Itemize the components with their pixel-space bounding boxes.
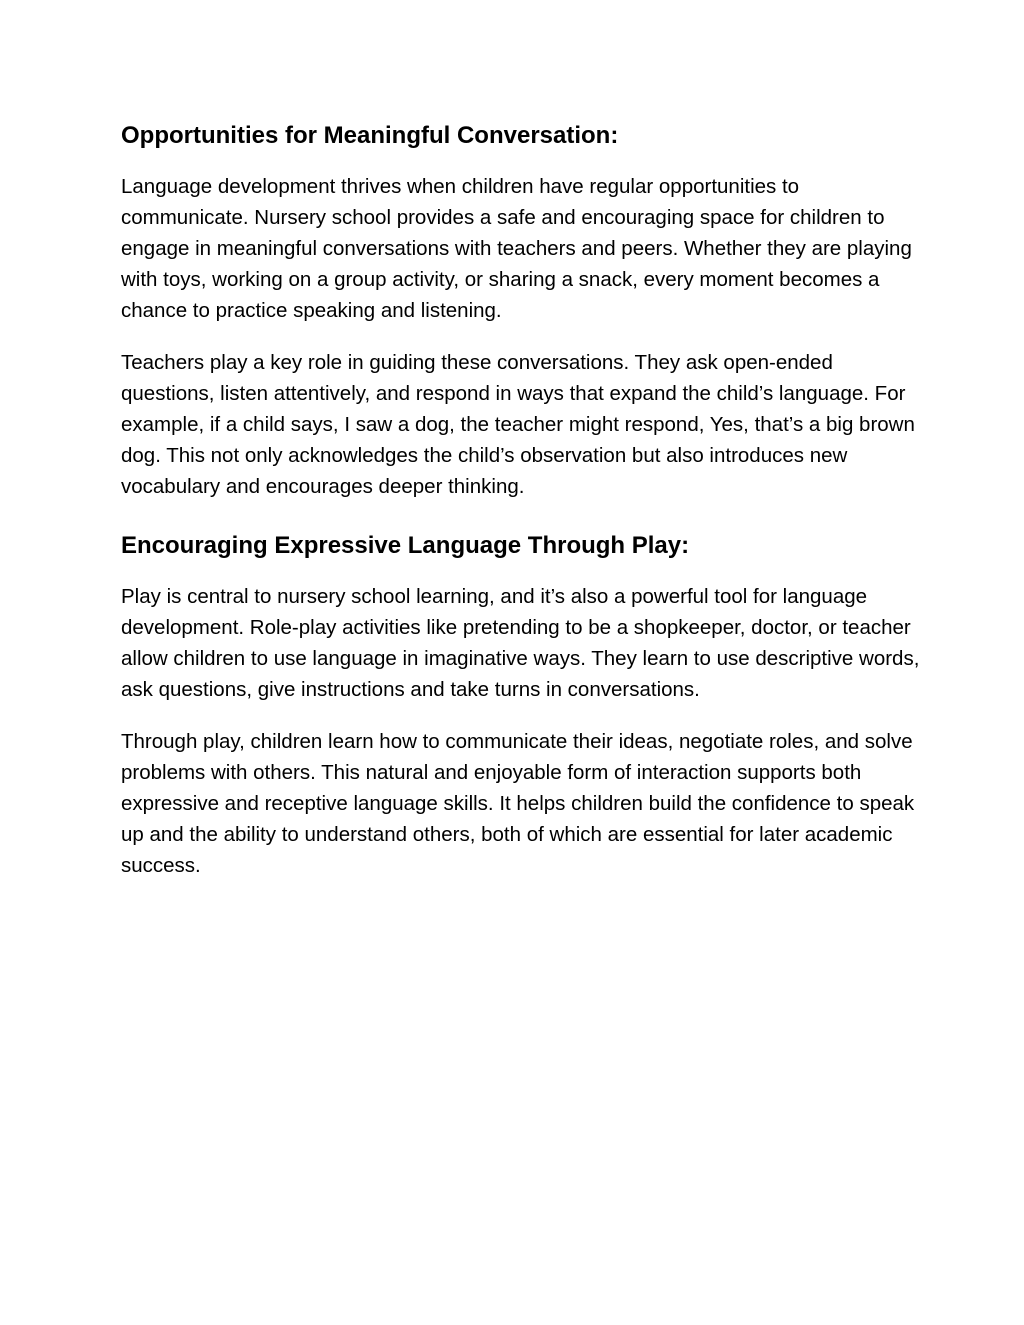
body-paragraph: Through play, children learn how to communicate their ideas, negotiate roles, and solve problems with others. This natural and enjoyable form of interaction supports both expressive and receptive language skills. It helps children build the confidence to speak up and the ability to understand others, both of which are essential for later academic success. <box>121 730 915 877</box>
body-paragraph: Teachers play a key role in guiding these conversations. They ask open-ended questions, listen attentively, and respond in ways that expand the child’s language. For example, if a child says, I saw a dog, the teacher might respond, Yes, that’s a big brown dog. This not only acknowledges the child’s observation but also introduces new vocabulary and encourages deeper thinking. <box>121 351 915 498</box>
section-meaningful-conversation <box>121 118 921 502</box>
section-expressive-language-play <box>121 528 921 881</box>
section-heading: Opportunities for Meaningful Conversation: <box>121 122 619 149</box>
section-heading: Encouraging Expressive Language Through Play: <box>121 532 690 559</box>
body-paragraph: Play is central to nursery school learning, and it’s also a powerful tool for language development. Role-play activities like pretending to be a shopkeeper, doctor, or teacher allow children to use language in imaginative ways. They learn to use descriptive words, ask questions, give instructions and take turns in conversations. <box>121 585 920 701</box>
body-paragraph: Language development thrives when children have regular opportunities to communicate. Nursery school provides a safe and encouraging space for children to engage in meaningful conversations with teachers and peers. Whether they are playing with toys, working on a group activity, or sharing a snack, every moment becomes a chance to practice speaking and listening. <box>121 175 912 322</box>
document-page <box>121 118 921 881</box>
